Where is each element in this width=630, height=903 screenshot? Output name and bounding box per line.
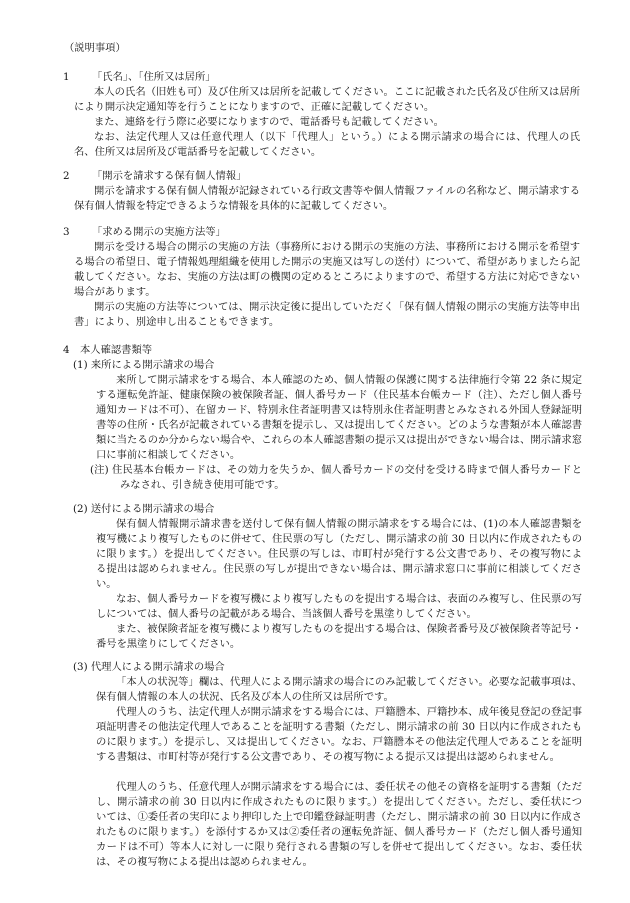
subsection-2-title: (2) 送付による開示請求の場合 [73,503,215,515]
section-3-title: 「求める開示の実施方法等」 [92,226,226,238]
subsection-3-paragraph-1: 「本人の状況等」欄は、代理人による開示請求の場合にのみ記載してください。必要な記載事項は、保有個人情報の本人の状況、氏名及び本人の住所又は居所です。 [96,676,582,703]
subsection-1-note: (注) 住民基本台帳カードは、その効力を失うか、個人番号カードの交付を受ける時まで個人番号カードとみなされ、引き続き使用可能です。 [90,464,582,491]
subsection-3-title: (3) 代理人による開示請求の場合 [73,661,225,673]
section-2-number: 2 [63,170,70,182]
section-2-title: 「開示を請求する保有個人情報」 [92,170,247,182]
section-4-number: 4 [63,344,70,356]
section-2-paragraph-1: 開示を請求する保有個人情報が記録されている行政文書等や個人情報ファイルの名称など、開示請求する保有個人情報を特定できるような情報を具体的に記載してください。 [74,185,580,212]
subsection-1-title: (1) 来所による開示請求の場合 [73,359,215,371]
subsection-3-paragraph-2: 代理人のうち、法定代理人が開示請求をする場合には、戸籍謄本、戸籍抄本、成年後見登記の登記事項証明書その他法定代理人であることを証明する書類（ただし、開示請求の前 30 日以内に作成されたものに限ります。）を提示し、又は提出してください。なお、戸籍謄本その他法定代理人であることを証明する書類は、市町村等が発行する公文書であり、その複写物による提示又は提出は認められません。 [96,706,582,763]
subsection-2-paragraph-1: 保有個人情報開示請求書を送付して保有個人情報の開示請求をする場合には、(1)の本人確認書類を複写機により複写したものに併せて、住民票の写し（ただし、開示請求の前 30 日以内に作成されたものに限ります。）を提出してください。住民票の写しは、市町村が発行する公文書であり、その複写物による提出は認められません。住民票の写しが提出できない場合は、開示請求窓口に事前に相談してください。 [96,518,582,590]
section-1-title: 「氏名」、「住所又は居所」 [92,71,216,83]
section-1-number: 1 [63,71,70,83]
section-1-paragraph-1: 本人の氏名（旧姓も可）及び住所又は居所を記載してください。ここに記載された氏名及び住所又は居所により開示決定通知等を行うことになりますので、正確に記載してください。 [74,86,580,113]
section-1-paragraph-3: なお、法定代理人又は任意代理人（以下「代理人」という。）による開示請求の場合には、代理人の氏名、住所又は居所及び電話番号を記載してください。 [74,131,580,158]
section-1-paragraph-2: また、連絡を行う際に必要になりますので、電話番号も記載してください。 [94,116,444,128]
subsection-2-paragraph-3: また、被保険者証を複写機により複写したものを提出する場合は、保険者番号及び被保険者等記号・番号を黒塗りにしてください。 [96,623,582,650]
subsection-3-paragraph-3: 代理人のうち、任意代理人が開示請求をする場合には、委任状その他その資格を証明する書類（ただし、開示請求の前 30 日以内に作成されたものに限ります。）を提出してください。ただし、委任状については、①委任者の実印により押印した上で印鑑登録証明書（ただし、開示請求の前 30 日以内に作成されたものに限ります。）を添付するか又は②委任者の運転免許証、個人番号カード（ただし個人番号通知カードは不可）等本人に対し一に限り発行される書類の写しを併せて提出してください。なお、委任状は、その複写物による提出は認められません。 [96,781,582,868]
subsection-2-paragraph-2: なお、個人番号カードを複写機により複写したものを提出する場合は、表面のみ複写し、住民票の写しについては、個人番号の記載がある場合、当該個人番号を黒塗りしてください。 [96,593,582,620]
section-3-paragraph-2: 開示の実施の方法等については、開示決定後に提出していただく「保有個人情報の開示の実施方法等申出書」により、別途申し出ることもできます。 [74,301,580,328]
section-3-paragraph-1: 開示を受ける場合の開示の実施の方法（事務所における開示の実施の方法、事務所における開示を希望する場合の希望日、電子情報処理組織を使用した開示の実施又は写しの送付）について、希望がありましたら記載してください。なお、実施の方法は町の機関の定めるところによりますので、希望する方法に対応できない場合があります。 [74,241,580,298]
section-4-title: 本人確認書類等 [80,344,153,356]
subsection-1-paragraph-1: 来所して開示請求をする場合、本人確認のため、個人情報の保護に関する法律施行令第 22 条に規定する運転免許証、健康保険の被保険者証、個人番号カード（住民基本台帳カード（注）、ただし個人番号通知カードは不可）、在留カード、特別永住者証明書又は特別永住者証明書とみなされる外国人登録証明書等の住所・氏名が記載されている書類を提示し、又は提出してください。どのような書類が本人確認書類に当たるのか分からない場合や、これらの本人確認書類の提示又は提出ができない場合は、開示請求窓口に事前に相談してください。 [96,374,582,461]
section-3-number: 3 [63,226,70,238]
document-heading: （説明事項） [64,42,126,54]
